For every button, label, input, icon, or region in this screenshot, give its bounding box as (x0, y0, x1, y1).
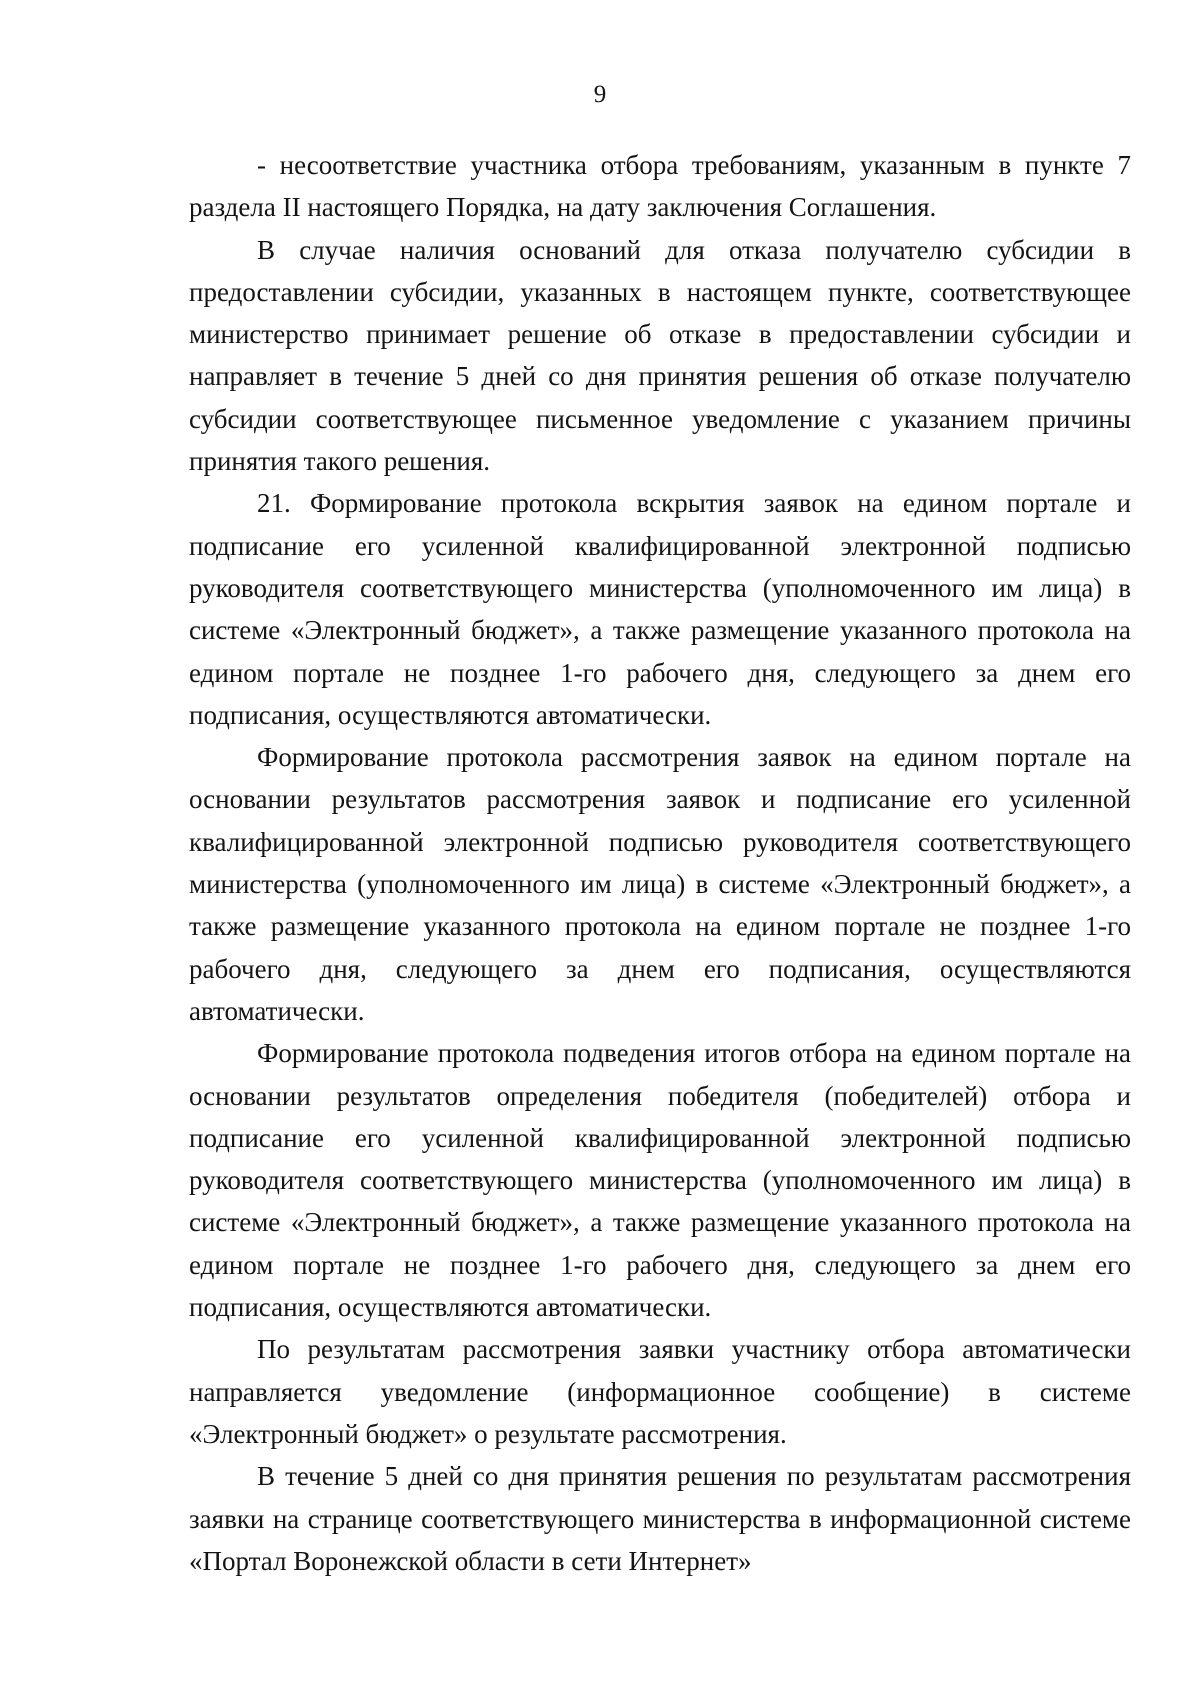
paragraph-review-protocol: Формирование протокола рассмотрения заявок на едином портале на основании результатов рассмотрения заявок и подписание его усиленной квалифицированной электронной подписью руководителя соответствующего министерства (уполномоченного им лица) в системе «Электронный бюджет», а также размещение указанного протокола на едином портале не позднее 1-го рабочего дня, следующего за днем его подписания, осуществляются автоматически. (189, 742, 1131, 1026)
document-body (189, 144, 1131, 1582)
paragraph-publication-term: В течение 5 дней со дня принятия решения по результатам рассмотрения заявки на странице соответствующего министерства в информационной системе «Портал Воронежской области в сети Интернет» (189, 1461, 1131, 1576)
paragraph-notification: По результатам рассмотрения заявки участнику отбора автоматически направляется уведомление (информационное сообщение) в системе «Электронный бюджет» о результате рассмотрения. (189, 1334, 1131, 1449)
paragraph-noncompliance: - несоответствие участника отбора требованиям, указанным в пункте 7 раздела II настоящего Порядка, на дату заключения Соглашения. (189, 150, 1131, 223)
paragraph-refusal-grounds: В случае наличия оснований для отказа получателю субсидии в предоставлении субсидии, указанных в настоящем пункте, соответствующее министерство принимает решение об отказе в предоставлении субсидии и направляет в течение 5 дней со дня принятия решения об отказе получателю субсидии соответствующее письменное уведомление с указанием причины принятия такого решения. (189, 234, 1131, 477)
paragraph-21-opening-protocol: 21. Формирование протокола вскрытия заявок на едином портале и подписание его усиленной квалифицированной электронной подписью руководителя соответствующего министерства (уполномоченного им лица) в системе «Электронный бюджет», а также размещение указанного протокола на едином портале не позднее 1-го рабочего дня, следующего за днем его подписания, осуществляются автоматически. (189, 488, 1131, 730)
paragraph-results-protocol: Формирование протокола подведения итогов отбора на едином портале на основании результатов определения победителя (победителей) отбора и подписание его усиленной квалифицированной электронной подписью руководителя соответствующего министерства (уполномоченного им лица) в системе «Электронный бюджет», а также размещение указанного протокола на едином портале не позднее 1-го рабочего дня, следующего за днем его подписания, осуществляются автоматически. (189, 1038, 1131, 1323)
page-number: 9 (593, 81, 607, 108)
